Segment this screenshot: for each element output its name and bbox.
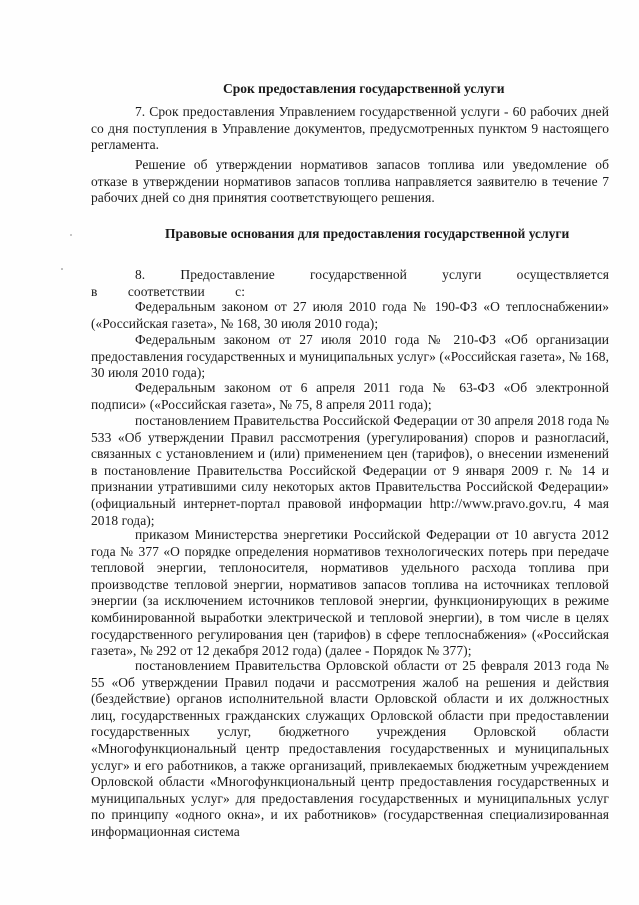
law-190-fz: Федеральным законом от 27 июля 2010 года № 190-ФЗ «О теплоснабжении» («Российская газета», № 168, 30 июля 2010 года); bbox=[91, 299, 609, 331]
paragraph-7-decision: Решение об утверждении нормативов запасов топлива или уведомление об отказе в утверждении нормативов запасов топлива направляется заявителю в течение 7 рабочих дней со дня принятия соответствующего решения. bbox=[91, 157, 609, 206]
scan-speck bbox=[70, 234, 72, 236]
section-heading-legal: Правовые основания для предоставления государственной услуги bbox=[165, 226, 570, 241]
orel-decree-55: постановлением Правительства Орловской области от 25 февраля 2013 года № 55 «Об утверждении Правил подачи и рассмотрения жалоб на решения и действия (бездействие) органов исполнительной власти Орловской области и их должностных лиц, государственных гражданских служащих Орловской области при предоставлении государственных услуг, бюджетного учреждения Орловской области «Многофункциональный центр предоставления государственных и муниципальных услуг» и его работников, а также организаций, привлекаемых бюджетным учреждением Орловской области «Многофункциональный центр предоставления государственных и муниципальных услуг» для предоставления государственных и муниципальных услуг по принципу «одного окна», и их работников» (государственная специализированная информационная система bbox=[91, 658, 609, 839]
ministry-order-377: приказом Министерства энергетики Российской Федерации от 10 августа 2012 года № 377 «О порядке определения нормативов технологических потерь при передаче тепловой энергии, теплоносителя, нормативов удельного расхода топлива при производстве тепловой энергии, нормативов запасов топлива на источниках тепловой энергии (за исключением источников тепловой энергии, функционирующих в режиме комбинированной выработки электрической и тепловой энергии), в том числе в целях государственного регулирования цен (тарифов) в сфере теплоснабжения» («Российская газета», № 292 от 12 декабря 2012 года) (далее - Порядок № 377); bbox=[91, 527, 609, 659]
law-210-fz: Федеральным законом от 27 июля 2010 года № 210-ФЗ «Об организации предоставления государственных и муниципальных услуг» («Российская газета», № 168, 30 июля 2010 года); bbox=[91, 332, 609, 381]
law-63-fz: Федеральным законом от 6 апреля 2011 года № 63-ФЗ «Об электронной подписи» («Российская газета», № 75, 8 апреля 2011 года); bbox=[91, 380, 609, 412]
government-decree-533: постановлением Правительства Российской Федерации от 30 апреля 2018 года № 533 «Об утверждении Правил рассмотрения (урегулирования) споров и разногласий, связанных с установлением и (или) применением цен (тарифов), о внесении изменений в постановление Правительства Российской Федерации от 9 января 2009 г. № 14 и признании утратившими силу некоторых актов Правительства Российской Федерации» (официальный интернет-портал правовой информации http://www.pravo.gov.ru, 4 мая 2018 года); bbox=[91, 413, 609, 528]
paragraph-7: 7. Срок предоставления Управлением государственной услуги - 60 рабочих дней со дня поступления в Управление документов, предусмотренных пунктом 9 настоящего регламента. bbox=[91, 104, 609, 153]
scan-speck bbox=[61, 268, 63, 270]
section-heading-term: Срок предоставления государственной услуги bbox=[223, 81, 505, 96]
paragraph-8: 8. Предоставление государственной услуги осуществляется в соответствии с: bbox=[91, 267, 609, 299]
